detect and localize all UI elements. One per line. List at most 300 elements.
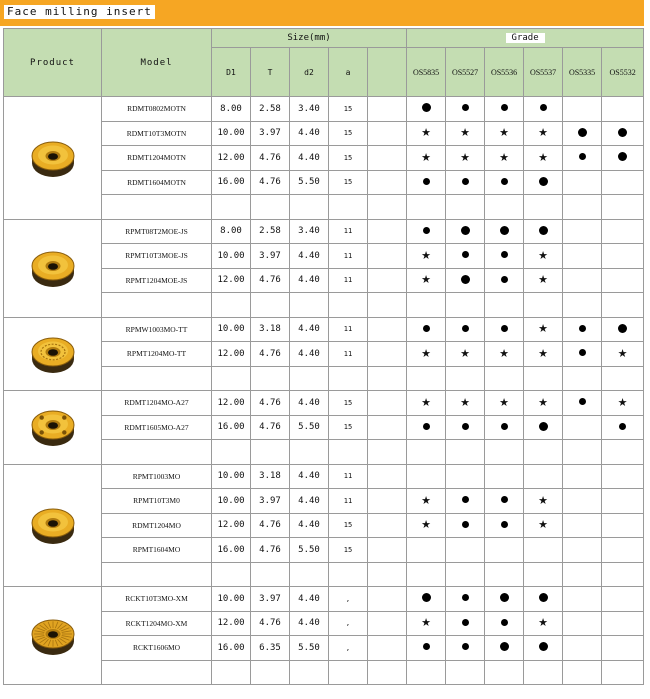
- grade-cell-os5537: [524, 268, 563, 293]
- grade-cell-os5536: [485, 562, 524, 587]
- insert-image: [28, 503, 78, 547]
- grade-cell-os5532: [602, 342, 644, 367]
- grade-cell-os5527: [446, 293, 485, 318]
- grade-os5835-header: OS5835: [407, 48, 446, 97]
- d1-cell: 12.00: [212, 611, 251, 636]
- grade-cell-os5527: [446, 97, 485, 122]
- dot-icon: [501, 619, 508, 626]
- model-cell: RDMT1204MOTN: [102, 146, 212, 171]
- d1-cell: 12.00: [212, 342, 251, 367]
- dot-icon: [462, 643, 469, 650]
- blank-size-cell: [368, 513, 407, 538]
- grade-os5335-header: OS5335: [563, 48, 602, 97]
- grade-cell-os5532: [602, 660, 644, 685]
- grade-cell-os5536: [485, 587, 524, 612]
- dot-icon: [618, 128, 627, 137]
- grade-cell-os5835: [407, 562, 446, 587]
- grade-cell-os5527: [446, 440, 485, 465]
- grade-cell-os5835: [407, 464, 446, 489]
- grade-cell-os5527: [446, 268, 485, 293]
- grade-cell-os5532: [602, 489, 644, 514]
- dot-icon: [579, 153, 586, 160]
- star-icon: ★: [460, 395, 470, 409]
- grade-cell-os5532: [602, 464, 644, 489]
- grade-cell-os5527: [446, 391, 485, 416]
- grade-cell-os5537: [524, 415, 563, 440]
- model-cell: RPMT1003MO: [102, 464, 212, 489]
- model-cell: [102, 366, 212, 391]
- grade-cell-os5537: [524, 660, 563, 685]
- blank-size-cell: [368, 611, 407, 636]
- grade-cell-os5835: [407, 636, 446, 661]
- dot-icon: [618, 152, 627, 161]
- d2-cell: [290, 293, 329, 318]
- star-icon: ★: [538, 150, 548, 164]
- blank-size-cell: [368, 219, 407, 244]
- grade-cell-os5537: [524, 219, 563, 244]
- a-cell: [329, 440, 368, 465]
- insert-image: [28, 332, 78, 376]
- product-image-cell: [4, 97, 102, 220]
- page-title: Face milling insert: [4, 5, 155, 19]
- star-icon: ★: [617, 346, 628, 360]
- table-row: [4, 587, 644, 612]
- grade-cell-os5537: [524, 562, 563, 587]
- grade-cell-os5537: [524, 244, 563, 269]
- dot-icon: [422, 103, 431, 112]
- size-header: Size(mm): [212, 29, 407, 48]
- grade-cell-os5537: [524, 195, 563, 220]
- model-cell: RCKT10T3MO-XM: [102, 587, 212, 612]
- product-image-cell: [4, 219, 102, 317]
- dot-icon: [539, 422, 548, 431]
- t-cell: 3.97: [251, 121, 290, 146]
- grade-cell-os5335: [563, 636, 602, 661]
- model-cell: RPMT1604MO: [102, 538, 212, 563]
- grade-cell-os5835: [407, 415, 446, 440]
- grade-cell-os5532: [602, 268, 644, 293]
- grade-cell-os5532: [602, 562, 644, 587]
- model-cell: RPMT08T2MOE-JS: [102, 219, 212, 244]
- d2-cell: 4.40: [290, 146, 329, 171]
- star-icon: ★: [421, 150, 431, 164]
- grade-cell-os5536: [485, 489, 524, 514]
- grade-cell-os5532: [602, 293, 644, 318]
- grade-cell-os5532: [602, 513, 644, 538]
- grade-cell-os5532: [602, 538, 644, 563]
- dot-icon: [539, 642, 548, 651]
- star-icon: ★: [421, 493, 431, 507]
- blank-size-cell: [368, 195, 407, 220]
- t-cell: 6.35: [251, 636, 290, 661]
- star-icon: ★: [538, 126, 548, 140]
- star-icon: ★: [617, 395, 628, 409]
- t-header: T: [251, 48, 290, 97]
- a-cell: 15: [329, 513, 368, 538]
- grade-cell-os5527: [446, 587, 485, 612]
- star-icon: ★: [538, 518, 548, 532]
- a-cell: 15: [329, 391, 368, 416]
- grade-cell-os5537: [524, 391, 563, 416]
- t-cell: 4.76: [251, 170, 290, 195]
- grade-cell-os5537: [524, 121, 563, 146]
- d1-cell: 8.00: [212, 97, 251, 122]
- dot-icon: [462, 178, 469, 185]
- t-cell: 4.76: [251, 538, 290, 563]
- blank-size-cell: [368, 146, 407, 171]
- d2-cell: 4.40: [290, 317, 329, 342]
- blank-size-cell: [368, 97, 407, 122]
- d1-cell: 16.00: [212, 415, 251, 440]
- model-header: Model: [102, 29, 212, 97]
- grade-cell-os5537: [524, 97, 563, 122]
- grade-cell-os5335: [563, 268, 602, 293]
- grade-cell-os5335: [563, 489, 602, 514]
- grade-cell-os5335: [563, 562, 602, 587]
- t-cell: 3.18: [251, 317, 290, 342]
- grade-cell-os5536: [485, 146, 524, 171]
- grade-cell-os5527: [446, 146, 485, 171]
- dot-icon: [462, 594, 469, 601]
- grade-cell-os5335: [563, 513, 602, 538]
- grade-cell-os5536: [485, 170, 524, 195]
- title-bar: [0, 0, 644, 28]
- a-cell: 11: [329, 317, 368, 342]
- grade-cell-os5536: [485, 268, 524, 293]
- dot-icon: [500, 593, 509, 602]
- grade-cell-os5536: [485, 391, 524, 416]
- dot-icon: [462, 104, 469, 111]
- grade-cell-os5536: [485, 317, 524, 342]
- d2-header: d2: [290, 48, 329, 97]
- grade-os5532-header: OS5532: [602, 48, 644, 97]
- product-image-cell: [4, 391, 102, 465]
- a-cell: ,: [329, 587, 368, 612]
- grade-cell-os5835: [407, 587, 446, 612]
- insert-image: [28, 614, 78, 658]
- grade-os5536-header: OS5536: [485, 48, 524, 97]
- a-cell: 15: [329, 97, 368, 122]
- grade-cell-os5527: [446, 513, 485, 538]
- blank-size-cell: [368, 391, 407, 416]
- grade-cell-os5335: [563, 464, 602, 489]
- d1-cell: 12.00: [212, 268, 251, 293]
- star-icon: ★: [538, 616, 548, 630]
- star-icon: ★: [421, 616, 431, 630]
- grade-cell-os5532: [602, 244, 644, 269]
- dot-icon: [423, 178, 430, 185]
- dot-icon: [501, 496, 508, 503]
- model-cell: RPMT1204MOE-JS: [102, 268, 212, 293]
- grade-cell-os5532: [602, 440, 644, 465]
- grade-cell-os5835: [407, 268, 446, 293]
- dot-icon: [423, 325, 430, 332]
- blank-size-cell: [368, 562, 407, 587]
- dot-icon: [462, 619, 469, 626]
- star-icon: ★: [460, 150, 470, 164]
- grade-cell-os5537: [524, 611, 563, 636]
- t-cell: 4.76: [251, 611, 290, 636]
- star-icon: ★: [538, 395, 548, 409]
- dot-icon: [539, 226, 548, 235]
- d1-cell: [212, 293, 251, 318]
- blank-size-cell: [368, 268, 407, 293]
- grade-cell-os5835: [407, 244, 446, 269]
- a-cell: 15: [329, 146, 368, 171]
- d2-cell: 4.40: [290, 489, 329, 514]
- grade-cell-os5527: [446, 611, 485, 636]
- dot-icon: [578, 128, 587, 137]
- grade-os5527-header: OS5527: [446, 48, 485, 97]
- grade-cell-os5532: [602, 170, 644, 195]
- grade-cell-os5335: [563, 219, 602, 244]
- model-cell: [102, 293, 212, 318]
- star-icon: ★: [499, 346, 509, 360]
- d2-cell: [290, 562, 329, 587]
- grade-cell-os5335: [563, 611, 602, 636]
- d2-cell: 3.40: [290, 97, 329, 122]
- product-image-cell: [4, 587, 102, 685]
- a-cell: ,: [329, 636, 368, 661]
- grade-cell-os5532: [602, 97, 644, 122]
- grade-cell-os5532: [602, 587, 644, 612]
- d1-cell: 10.00: [212, 464, 251, 489]
- dot-icon: [423, 423, 430, 430]
- grade-cell-os5532: [602, 195, 644, 220]
- d2-cell: 4.40: [290, 611, 329, 636]
- grade-cell-os5532: [602, 415, 644, 440]
- dot-icon: [539, 593, 548, 602]
- a-cell: 11: [329, 342, 368, 367]
- grade-cell-os5835: [407, 195, 446, 220]
- grade-cell-os5835: [407, 538, 446, 563]
- grade-cell-os5835: [407, 293, 446, 318]
- grade-cell-os5835: [407, 366, 446, 391]
- dot-icon: [462, 423, 469, 430]
- grade-cell-os5527: [446, 195, 485, 220]
- grade-cell-os5835: [407, 342, 446, 367]
- grade-cell-os5335: [563, 244, 602, 269]
- grade-cell-os5527: [446, 170, 485, 195]
- grade-cell-os5527: [446, 317, 485, 342]
- grade-cell-os5536: [485, 440, 524, 465]
- grade-cell-os5532: [602, 219, 644, 244]
- d1-cell: 16.00: [212, 636, 251, 661]
- d2-cell: 4.40: [290, 513, 329, 538]
- grade-cell-os5536: [485, 121, 524, 146]
- d1-cell: 10.00: [212, 317, 251, 342]
- grade-cell-os5537: [524, 489, 563, 514]
- grade-cell-os5335: [563, 342, 602, 367]
- grade-cell-os5835: [407, 146, 446, 171]
- grade-cell-os5335: [563, 97, 602, 122]
- grade-cell-os5536: [485, 244, 524, 269]
- star-icon: ★: [499, 150, 509, 164]
- dot-icon: [461, 226, 470, 235]
- a-cell: 11: [329, 219, 368, 244]
- d2-cell: 5.50: [290, 538, 329, 563]
- a-cell: [329, 562, 368, 587]
- t-cell: [251, 366, 290, 391]
- grade-cell-os5835: [407, 513, 446, 538]
- a-cell: ,: [329, 611, 368, 636]
- dot-icon: [501, 521, 508, 528]
- a-cell: [329, 660, 368, 685]
- d2-cell: 4.40: [290, 587, 329, 612]
- grade-cell-os5527: [446, 538, 485, 563]
- grade-cell-os5835: [407, 219, 446, 244]
- t-cell: 3.18: [251, 464, 290, 489]
- d1-cell: [212, 366, 251, 391]
- star-icon: ★: [421, 248, 431, 262]
- table-row: [4, 317, 644, 342]
- grade-cell-os5527: [446, 219, 485, 244]
- t-cell: [251, 562, 290, 587]
- a-cell: [329, 366, 368, 391]
- grade-cell-os5536: [485, 415, 524, 440]
- star-icon: ★: [538, 493, 548, 507]
- dot-icon: [618, 324, 627, 333]
- table-row: [4, 97, 644, 122]
- insert-image: [28, 246, 78, 290]
- table-header: [4, 29, 644, 97]
- t-cell: 4.76: [251, 415, 290, 440]
- grade-cell-os5335: [563, 587, 602, 612]
- dot-icon: [579, 325, 586, 332]
- d2-cell: 4.40: [290, 464, 329, 489]
- d2-cell: 5.50: [290, 170, 329, 195]
- blank-size-cell: [368, 660, 407, 685]
- grade-cell-os5335: [563, 121, 602, 146]
- blank-size-cell: [368, 342, 407, 367]
- d1-cell: 10.00: [212, 121, 251, 146]
- grade-cell-os5536: [485, 195, 524, 220]
- a-cell: 11: [329, 464, 368, 489]
- model-cell: [102, 440, 212, 465]
- grade-cell-os5532: [602, 121, 644, 146]
- grade-cell-os5537: [524, 464, 563, 489]
- dot-icon: [500, 226, 509, 235]
- model-cell: RCKT1606MO: [102, 636, 212, 661]
- grade-cell-os5527: [446, 489, 485, 514]
- d1-cell: 16.00: [212, 538, 251, 563]
- d1-cell: 10.00: [212, 489, 251, 514]
- grade-cell-os5536: [485, 660, 524, 685]
- grade-cell-os5536: [485, 464, 524, 489]
- t-cell: [251, 195, 290, 220]
- star-icon: ★: [421, 126, 431, 140]
- grade-cell-os5536: [485, 513, 524, 538]
- d2-cell: 4.40: [290, 268, 329, 293]
- dot-icon: [423, 227, 430, 234]
- d2-cell: [290, 660, 329, 685]
- dot-icon: [501, 423, 508, 430]
- star-icon: ★: [460, 346, 470, 360]
- star-icon: ★: [499, 395, 509, 409]
- blank-size-cell: [368, 121, 407, 146]
- grade-cell-os5537: [524, 440, 563, 465]
- dot-icon: [462, 496, 469, 503]
- grade-cell-os5532: [602, 611, 644, 636]
- blank-size-cell: [368, 636, 407, 661]
- star-icon: ★: [421, 395, 431, 409]
- dot-icon: [579, 398, 586, 405]
- blank-size-cell: [368, 317, 407, 342]
- a-cell: 11: [329, 268, 368, 293]
- grade-cell-os5537: [524, 538, 563, 563]
- t-cell: 4.76: [251, 146, 290, 171]
- a-cell: 15: [329, 121, 368, 146]
- grade-cell-os5532: [602, 366, 644, 391]
- dot-icon: [619, 423, 626, 430]
- t-cell: [251, 660, 290, 685]
- grade-cell-os5537: [524, 513, 563, 538]
- d1-cell: 8.00: [212, 219, 251, 244]
- dot-icon: [500, 642, 509, 651]
- grade-cell-os5335: [563, 195, 602, 220]
- dot-icon: [501, 251, 508, 258]
- d1-cell: [212, 562, 251, 587]
- d1-header: D1: [212, 48, 251, 97]
- grade-cell-os5536: [485, 342, 524, 367]
- grade-cell-os5537: [524, 146, 563, 171]
- dot-icon: [540, 104, 547, 111]
- t-cell: [251, 440, 290, 465]
- blank-size-cell: [368, 489, 407, 514]
- grade-cell-os5537: [524, 587, 563, 612]
- grade-cell-os5835: [407, 660, 446, 685]
- grade-cell-os5335: [563, 660, 602, 685]
- grade-cell-os5335: [563, 170, 602, 195]
- product-image-cell: [4, 464, 102, 587]
- grade-cell-os5532: [602, 317, 644, 342]
- grade-cell-os5536: [485, 293, 524, 318]
- star-icon: ★: [538, 273, 548, 287]
- star-icon: ★: [421, 518, 431, 532]
- grade-cell-os5536: [485, 538, 524, 563]
- dot-icon: [501, 276, 508, 283]
- grade-cell-os5537: [524, 293, 563, 318]
- grade-cell-os5835: [407, 391, 446, 416]
- model-cell: [102, 195, 212, 220]
- dot-icon: [501, 325, 508, 332]
- dot-icon: [461, 275, 470, 284]
- grade-cell-os5536: [485, 97, 524, 122]
- d2-cell: [290, 366, 329, 391]
- d2-cell: 3.40: [290, 219, 329, 244]
- grade-cell-os5835: [407, 611, 446, 636]
- t-cell: 3.97: [251, 489, 290, 514]
- table-row: [4, 219, 644, 244]
- t-cell: 4.76: [251, 342, 290, 367]
- t-cell: 4.76: [251, 513, 290, 538]
- a-header: a: [329, 48, 368, 97]
- blank-size-cell: [368, 587, 407, 612]
- t-cell: 4.76: [251, 268, 290, 293]
- grade-cell-os5537: [524, 366, 563, 391]
- star-icon: ★: [538, 322, 548, 336]
- model-cell: [102, 660, 212, 685]
- model-cell: RDMT10T3MOTN: [102, 121, 212, 146]
- grade-cell-os5537: [524, 317, 563, 342]
- insert-image: [28, 405, 78, 449]
- d1-cell: 10.00: [212, 587, 251, 612]
- blank-size-cell: [368, 244, 407, 269]
- grade-cell-os5527: [446, 342, 485, 367]
- table-body: [4, 97, 644, 685]
- grade-cell-os5527: [446, 562, 485, 587]
- blank-size-cell: [368, 538, 407, 563]
